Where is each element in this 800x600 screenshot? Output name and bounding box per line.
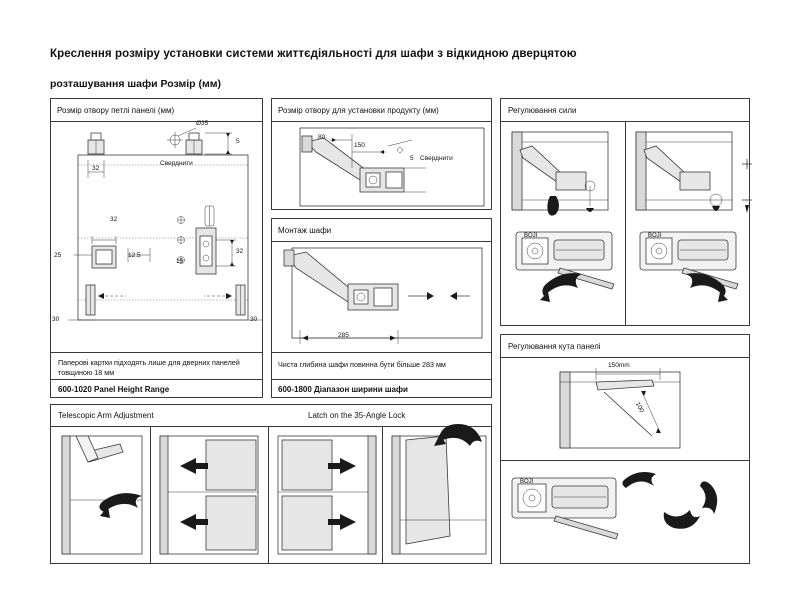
dim-dia35: Ø35 xyxy=(196,120,209,127)
dim-150: 150 xyxy=(354,142,365,149)
dim-285: 285 xyxy=(338,332,349,339)
dim-80: 80 xyxy=(318,134,326,141)
dim-150mm: 150mm xyxy=(608,362,630,369)
panel-cabinet-mount-header: Монтаж шафи xyxy=(278,226,332,235)
label-drill: Сверднити xyxy=(160,160,193,167)
cabinet-mount-footer: 600-1800 Діапазон ширини шафи xyxy=(278,385,408,394)
dim-30-right: 30 xyxy=(250,316,258,323)
hinge-hole-note: Паперові картки підходять лише для дверних панелей товщиною 18 мм xyxy=(58,358,240,377)
page-subtitle: розташування шафи Розмір (мм) xyxy=(50,78,222,90)
cabinet-mount-note: Чиста глибина шафи повинна бути більше 283 мм xyxy=(278,360,446,369)
dim-32-right: 32 xyxy=(236,248,244,255)
label-drill-2: Сверднити xyxy=(420,155,453,162)
brand-label-angle: BOJI xyxy=(520,479,534,485)
dim-30-left: 30 xyxy=(52,316,60,323)
dim-25: 25 xyxy=(54,252,62,259)
panel-latch-header: Latch on the 35-Angle Lock xyxy=(308,411,406,420)
dim-12-5: 12.5 xyxy=(128,252,141,259)
hinge-hole-footer: 600-1020 Panel Height Range xyxy=(58,385,170,394)
dim-32-mid: 32 xyxy=(110,216,118,223)
panel-angle-adjust-header: Регулювання кута панелі xyxy=(508,342,601,351)
page-title: Креслення розміру установки системи життєдіяльності для шафи з відкидною дверцятою xyxy=(50,48,577,60)
brand-label-left: BOJI xyxy=(524,233,538,239)
brand-label-right: BOJI xyxy=(648,233,662,239)
dim-5: 5 xyxy=(236,138,240,145)
dim-100: 100 xyxy=(633,401,646,414)
panel-hinge-hole-header: Розмір отвору петлі панелі (мм) xyxy=(57,106,175,115)
dim-5-2: 5 xyxy=(410,155,414,162)
panel-telescopic-header: Telescopic Arm Adjustment xyxy=(58,411,154,420)
panel-force-adjust-header: Регулювання сили xyxy=(508,106,577,115)
dim-32-top: 32 xyxy=(92,165,100,172)
panel-product-hole-header: Розмір отвору для установки продукту (мм) xyxy=(278,106,439,115)
dim-15: 15 xyxy=(176,258,184,265)
